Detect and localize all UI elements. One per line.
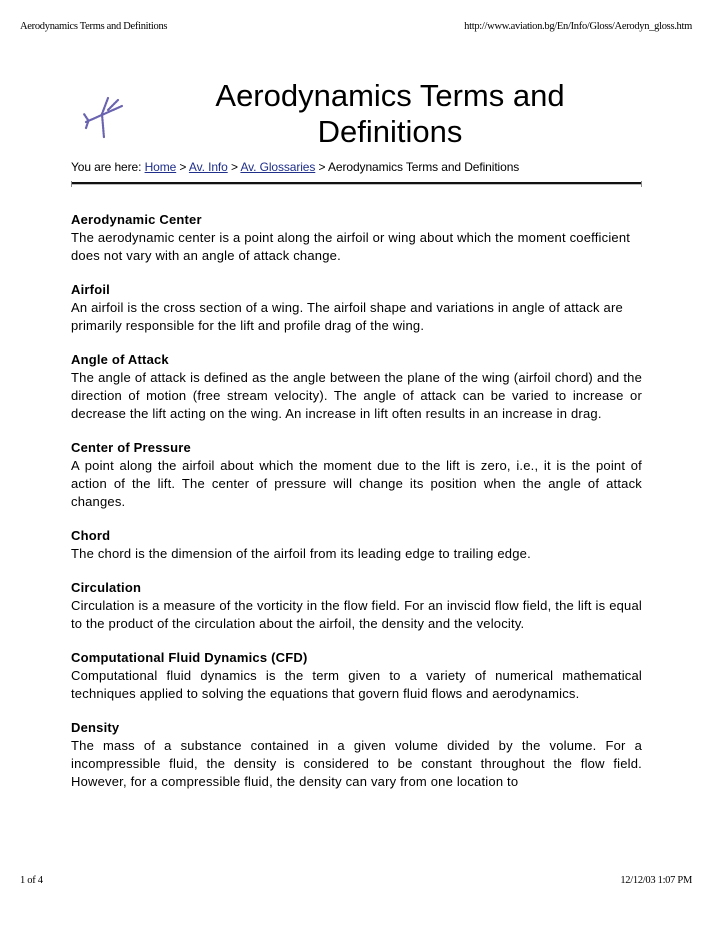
breadcrumb-current: Aerodynamics Terms and Definitions [328,160,520,174]
term-name: Airfoil [71,282,110,297]
breadcrumb-link-av-info[interactable]: Av. Info [188,160,228,174]
print-footer [20,875,692,886]
glossary-term [71,439,642,511]
breadcrumb-separator: > [179,160,187,174]
page-title: Aerodynamics Terms and Definitions [215,78,565,149]
print-header [20,21,692,32]
glossary-term [71,579,642,633]
term-name: Density [71,720,120,735]
term-definition: The angle of attack is defined as the angle between the plane of the wing (airfoil chord) and the direction of motion (free stream velocity). The angle of attack can be varied to increase or decrease the lift acting on the wing. An increase in lift often results in an increase in drag. [71,370,642,421]
airplane-icon [78,92,128,142]
breadcrumb-separator: > [318,160,326,174]
term-definition: Computational fluid dynamics is the term given to a variety of numerical mathematical techniques applied to solving the equations that govern fluid flows and aerodynamics. [71,668,642,701]
term-name: Computational Fluid Dynamics (CFD) [71,650,308,665]
term-definition: A point along the airfoil about which the moment due to the lift is zero, i.e., it is the point of action of the lift. The center of pressure will change its position when the angle of attack changes. [71,458,642,509]
breadcrumb-prefix: You are here: [71,160,142,174]
term-name: Circulation [71,580,142,595]
page-number: 1 of 4 [20,875,43,886]
breadcrumb-link-home[interactable]: Home [144,160,177,174]
print-datetime: 12/12/03 1:07 PM [620,875,692,886]
term-name: Angle of Attack [71,352,169,367]
term-definition: The mass of a substance contained in a given volume divided by the volume. For a incompressible fluid, the density is considered to be constant throughout the flow field. However, for a compressible fluid, the density can vary from one location to [71,738,642,789]
print-header-title: Aerodynamics Terms and Definitions [20,21,168,32]
print-header-url: http://www.aviation.bg/En/Info/Gloss/Aerodyn_gloss.htm [464,21,692,32]
glossary-term [71,649,642,703]
breadcrumb-link-av-glossaries[interactable]: Av. Glossaries [240,160,316,174]
term-definition: An airfoil is the cross section of a wing. The airfoil shape and variations in angle of attack are primarily responsible for the lift and profile drag of the wing. [71,300,623,333]
horizontal-divider [71,182,642,185]
term-name: Aerodynamic Center [71,212,202,227]
glossary-term [71,351,642,423]
term-definition: The aerodynamic center is a point along the airfoil or wing about which the moment coefficient does not vary with an angle of attack change. [71,230,631,263]
glossary-term [71,527,642,563]
glossary-term [71,719,642,791]
breadcrumb-separator: > [230,160,238,174]
glossary-term [71,281,642,335]
term-name: Center of Pressure [71,440,191,455]
glossary-term [71,211,642,265]
glossary-list [71,211,642,807]
term-definition: Circulation is a measure of the vorticity in the flow field. For an inviscid flow field, the lift is equal to the product of the circulation about the airfoil, the density and the velocity. [71,598,642,631]
term-definition: The chord is the dimension of the airfoil from its leading edge to trailing edge. [71,546,531,561]
term-name: Chord [71,528,111,543]
breadcrumb [71,160,519,174]
